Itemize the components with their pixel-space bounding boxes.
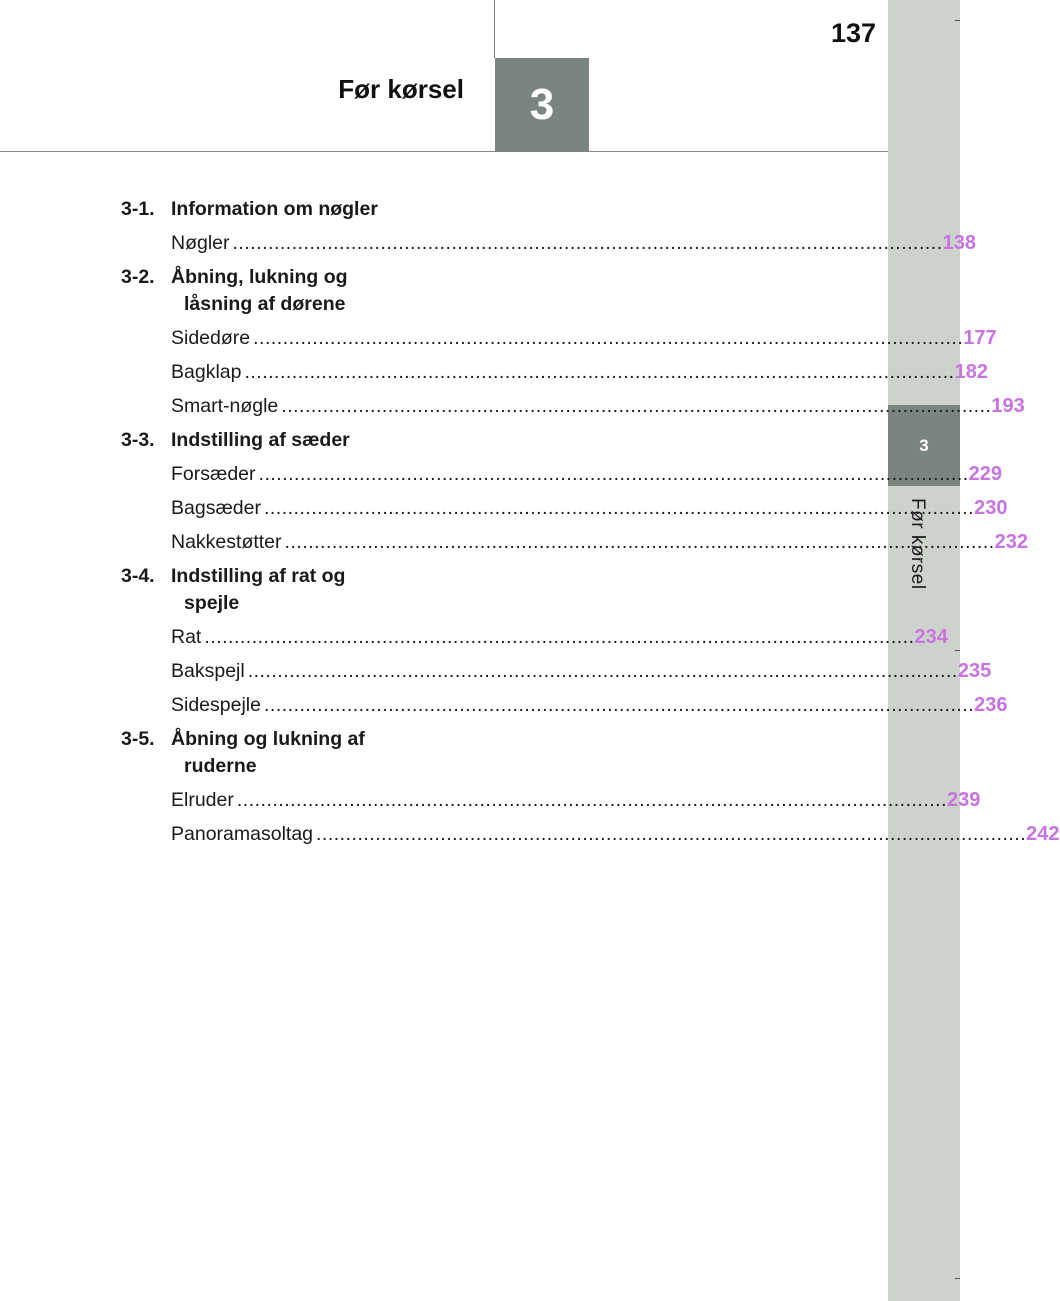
section-number: 3-2. [121,266,155,288]
section-title [171,427,461,454]
toc-entry-label: Nakkestøtter [171,531,282,553]
toc-entry-label: Smart-nøgle [171,395,279,417]
toc-entry[interactable] [121,359,988,386]
toc-entry[interactable] [121,495,1008,522]
toc-section-heading[interactable] [121,563,461,617]
leader-dots: ........................................................................................................................ [253,327,964,349]
toc-entry-page[interactable]: 230 [974,497,1008,519]
leader-dots: ........................................................................................................................ [263,694,975,716]
toc-entry-page[interactable]: 239 [947,789,981,811]
section-title-line: Information om nøgler [171,198,378,220]
toc-entry-page[interactable]: 138 [942,232,977,254]
section-number: 3-5. [121,728,155,750]
header-divider-horizontal [0,151,888,152]
toc-entry[interactable] [121,529,1029,556]
toc-entry-label: Sidespejle [171,694,261,716]
section-title [171,563,461,617]
section-title-line: ruderne [184,755,257,777]
toc-entry-label: Bagsæder [171,497,261,519]
toc-entry-page[interactable]: 242 [1026,823,1060,845]
toc-entry[interactable] [121,393,1025,420]
toc-entry[interactable] [121,787,981,814]
chapter-number: 3 [529,80,555,129]
section-number: 3-1. [121,198,155,220]
leader-dots: ........................................................................................................................ [244,361,955,383]
toc-entry-label: Panoramasoltag [171,823,314,845]
toc-entry-page[interactable]: 232 [994,531,1029,553]
toc-entry-page[interactable]: 236 [974,694,1008,716]
side-chapter-label: Før kørsel [907,498,928,590]
leader-dots: ........................................................................................................................ [236,789,948,811]
toc-section-heading[interactable] [121,427,461,454]
toc-section-heading[interactable] [121,726,461,780]
leader-dots: ........................................................................................................................ [258,463,969,485]
chapter-title: Før kørsel [338,74,464,104]
toc-section-heading[interactable] [121,264,461,318]
leader-dots: ........................................................................................................................ [281,395,992,417]
leader-dots: ........................................................................................................................ [263,497,975,519]
toc-entry[interactable] [121,692,1008,719]
leader-dots: ........................................................................................................................ [204,626,915,648]
crop-mark [955,1278,960,1279]
leader-dots: ........................................................................................................................ [284,531,995,553]
leader-dots: ........................................................................................................................ [316,823,1027,845]
section-title-line: Indstilling af sæder [171,429,350,451]
toc-entry[interactable] [121,461,1003,488]
toc-entry-label: Bagklap [171,361,242,383]
toc-entry-page[interactable]: 182 [954,361,988,383]
section-title-line: låsning af dørene [184,293,346,315]
header-divider-vertical [494,0,495,58]
toc-entry[interactable] [121,821,1060,848]
crop-mark [955,650,960,651]
side-chapter-number: 3 [919,435,929,455]
toc-entry-label: Forsæder [171,463,256,485]
toc-entry-page[interactable]: 193 [991,395,1025,417]
toc-entry-page[interactable]: 229 [968,463,1003,485]
toc-entry[interactable] [121,624,948,651]
toc-entry-label: Elruder [171,789,234,811]
toc-entry[interactable] [121,658,992,685]
section-title-line: Åbning og lukning af [171,728,365,750]
section-title-line: Indstilling af rat og [171,565,346,587]
toc-entry-page[interactable]: 234 [914,626,948,648]
toc-entry[interactable] [121,325,997,352]
toc-section-heading[interactable] [121,196,461,223]
section-title-line: Åbning, lukning og [171,266,348,288]
chapter-number-box [495,58,589,152]
toc-entry-label: Rat [171,626,202,648]
toc-entry[interactable] [121,230,977,257]
section-number: 3-4. [121,565,155,587]
section-title [171,264,461,318]
toc-entry-page[interactable]: 177 [963,327,997,349]
section-title [171,196,461,223]
section-title-line: spejle [184,592,240,614]
crop-mark [955,20,960,21]
page-number: 137 [830,18,876,48]
section-title [171,726,461,780]
toc-entry-label: Nøgler [171,232,230,254]
toc-entry-page[interactable]: 235 [957,660,992,682]
section-number: 3-3. [121,429,155,451]
leader-dots: ........................................................................................................................ [247,660,958,682]
toc-entry-label: Bakspejl [171,660,245,682]
leader-dots: ........................................................................................................................ [232,232,943,254]
toc-entry-label: Sidedøre [171,327,251,349]
